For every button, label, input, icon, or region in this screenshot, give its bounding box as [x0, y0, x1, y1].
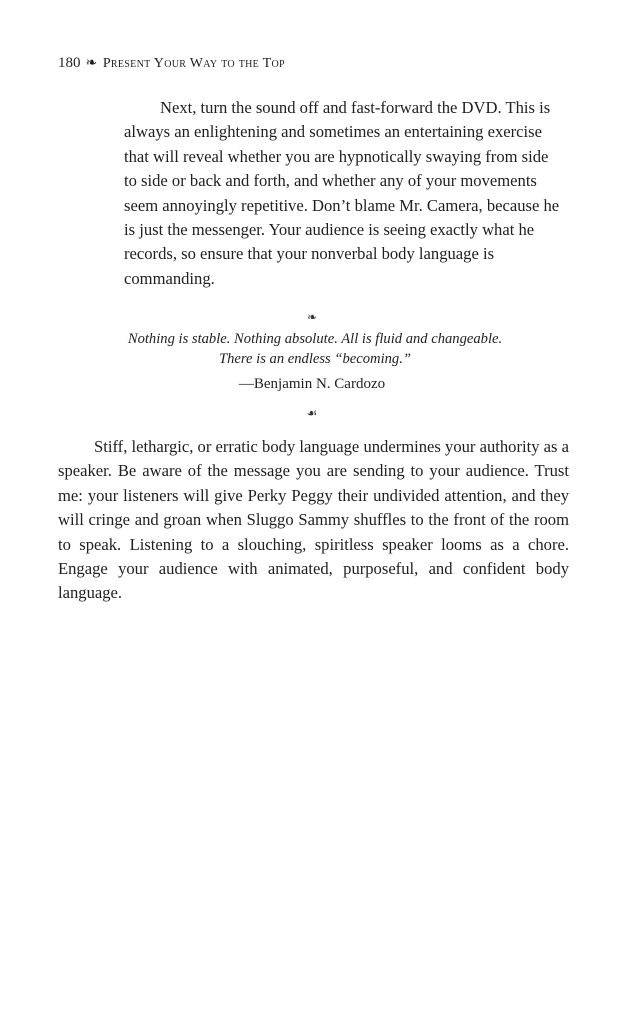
fleuron-ornament-icon: ❧: [85, 56, 98, 71]
epigraph-quote: [60, 329, 570, 369]
fleuron-top-icon: ❧: [306, 310, 318, 324]
epigraph-attribution: —Benjamin N. Cardozo: [238, 376, 386, 392]
book-title: Present Your Way to the Top: [102, 56, 285, 71]
epigraph-line-1: Nothing is stable. Nothing absolute. All is fluid and changeable.: [127, 331, 503, 347]
page-number: 180: [58, 55, 81, 71]
indented-paragraph: Next, turn the sound off and fast-forward the DVD. This is always an enlightening and sometimes an entertaining exercise that will reveal whether you are hypnotically swaying from side to side or back and forth, and whether any of your movements seem annoyingly repetitive. Don’t blame Mr. Camera, because he is just the messenger. Your audience is seeing exactly what he records, so ensure that your nonverbal body language is commanding.: [124, 98, 560, 288]
indented-passage: [124, 96, 560, 291]
fleuron-bottom-icon: ☙: [306, 406, 318, 420]
body-text: [58, 435, 569, 606]
running-head: [58, 55, 285, 72]
epigraph-line-2: There is an endless “becoming.”: [218, 351, 411, 367]
body-paragraph: Stiff, lethargic, or erratic body language undermines your authority as a speaker. Be aware of the message you are sending to your audience. Trust me: your listeners will give Perky Peggy their undivided attention, and they will cringe and groan when Sluggo Sammy shuffles to the front of the room to speak. Listening to a slouching, spiritless speaker looms as a chore. Engage your audience with animated, purposeful, and confident body language.: [58, 437, 569, 603]
